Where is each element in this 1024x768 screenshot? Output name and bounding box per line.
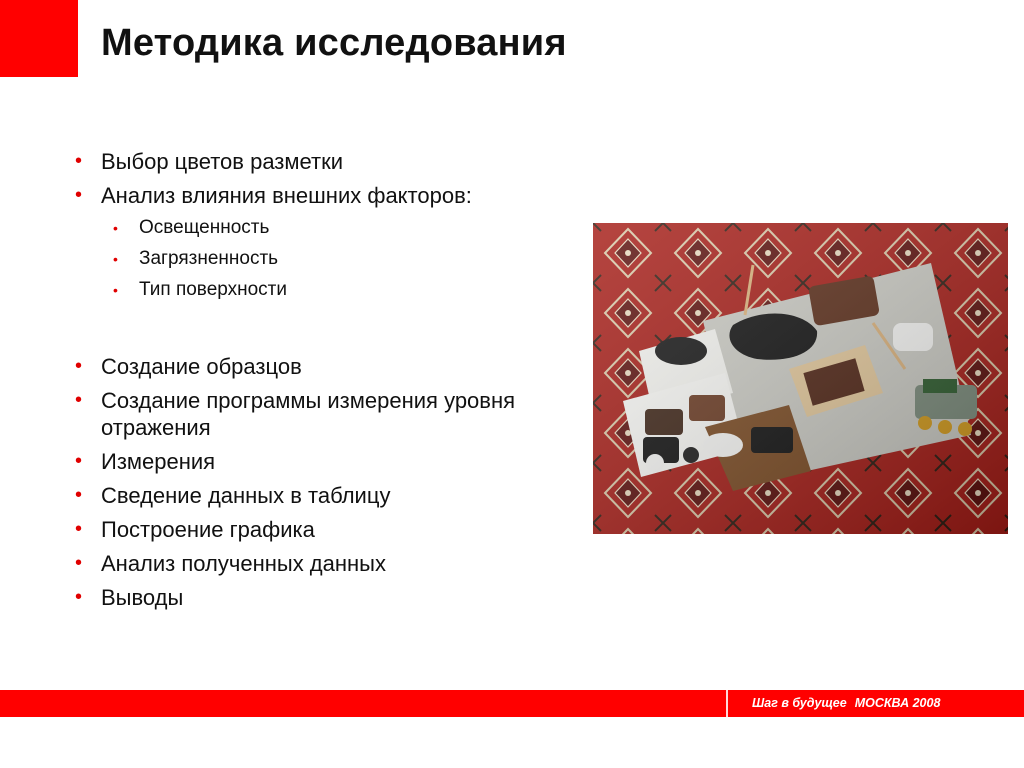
footer-brand [752, 690, 940, 717]
bullet-marker: • [75, 586, 83, 608]
spacer [75, 309, 575, 353]
bullet-marker: • [113, 282, 118, 298]
bullet-text: Создание программы измерения уровня отражения [101, 388, 516, 440]
sub-bullet-item [75, 216, 575, 240]
footer-divider [726, 690, 728, 717]
bullet-item [75, 353, 575, 380]
bullet-text: Освещенность [139, 217, 270, 238]
bullet-item [75, 550, 575, 577]
corner-accent-block [0, 0, 78, 77]
bullet-text: Загрязненность [139, 248, 279, 269]
photo-illustration [593, 223, 1008, 534]
bullet-marker: • [75, 389, 83, 411]
bullet-item [75, 448, 575, 475]
bullet-item [75, 387, 575, 441]
bullet-item [75, 584, 575, 611]
bullet-text: Анализ влияния внешних факторов: [101, 183, 472, 208]
bullet-marker: • [75, 150, 83, 172]
bullet-item [75, 182, 575, 209]
bullet-marker: • [75, 484, 83, 506]
sub-bullet-item [75, 278, 575, 302]
bullet-item [75, 148, 575, 175]
sub-bullet-item [75, 247, 575, 271]
bullet-text: Сведение данных в таблицу [101, 483, 391, 508]
bullet-item [75, 516, 575, 543]
slide-title: Методика исследования [101, 22, 567, 64]
bullet-marker: • [75, 450, 83, 472]
bullet-item [75, 482, 575, 509]
bullet-text: Тип поверхности [139, 279, 287, 300]
bullet-text: Построение графика [101, 517, 315, 542]
footer-brand-city-year: МОСКВА 2008 [854, 696, 941, 710]
bullet-marker: • [75, 518, 83, 540]
footer-brand-name: Шаг в будущее [752, 696, 847, 710]
paint-samples-photo [593, 223, 1008, 534]
bullet-text: Измерения [101, 449, 216, 474]
bullet-marker: • [113, 251, 118, 267]
bullet-text: Выводы [101, 585, 184, 610]
bullet-marker: • [113, 220, 118, 236]
bullet-text: Создание образцов [101, 354, 302, 379]
bullet-marker: • [75, 184, 83, 206]
bullet-text: Анализ полученных данных [101, 551, 386, 576]
bullet-marker: • [75, 552, 83, 574]
bullet-text: Выбор цветов разметки [101, 149, 344, 174]
bullet-list [75, 148, 575, 618]
bullet-marker: • [75, 355, 83, 377]
